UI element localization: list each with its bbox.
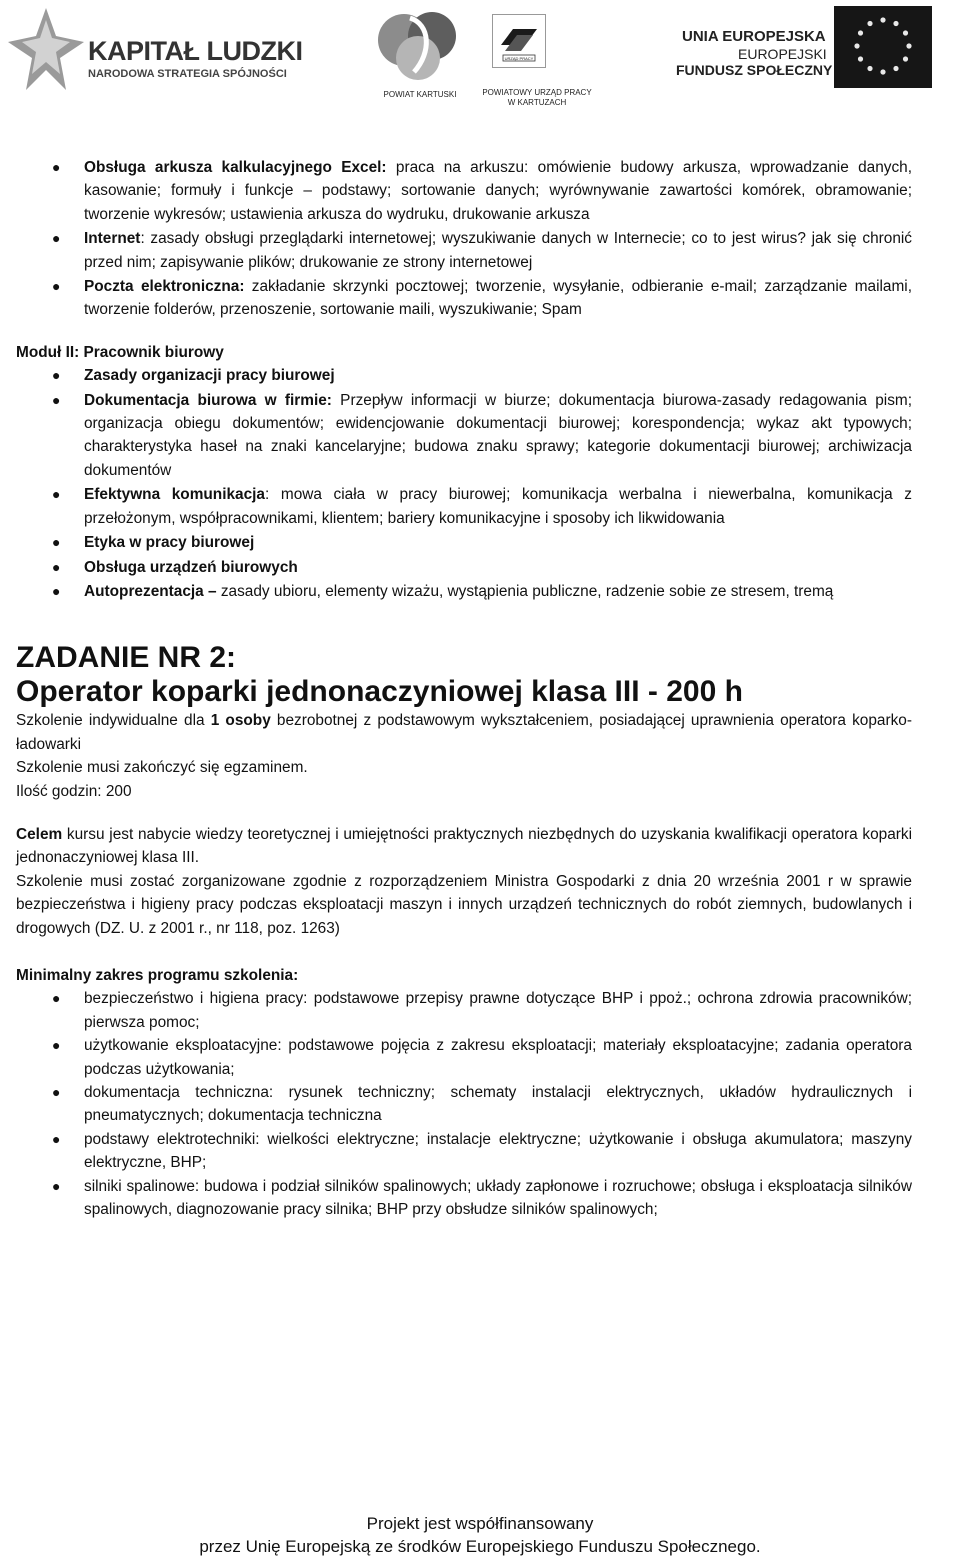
list-item: [16, 275, 912, 322]
item-text: praca na arkuszu: omówienie budowy arkusza, wprowadzanie danych, kasowanie; formuły i funkcje – podstawy; sortowanie danych; wyrównywanie zawartości komórek, obramowanie; tworzenie wykresów; ustawienia arkusza do wydruku, drukowanie arkusza: [84, 159, 912, 223]
item-text: : zasady obsługi przeglądarki internetowej; wyszukiwanie danych w Internecie; co to jest wirus? jak się chronić przed nim; zapisywanie plików; drukowanie ze strony internetowej: [84, 230, 912, 271]
list-item: [16, 1175, 912, 1222]
bullet-icon: ●: [52, 990, 61, 1007]
intro-text-a: Szkolenie indywidualne dla: [16, 712, 211, 730]
task-goal: [16, 823, 912, 870]
powiat-caption: POWIAT KARTUSKI: [383, 90, 457, 99]
program-heading: Minimalny zakres programu szkolenia:: [16, 966, 299, 984]
bullet-icon: ●: [52, 1177, 61, 1194]
eu-title: UNIA EUROPEJSKA: [682, 28, 826, 45]
list-item: [16, 227, 912, 274]
item-text: dokumentacja techniczna: rysunek techniczny; schematy instalacji elektrycznych, układów hydraulicznych i pneumatycznych; dokumentacja techniczna: [84, 1084, 912, 1125]
bullet-icon: ●: [52, 534, 61, 551]
item-text: silniki spalinowe: budowa i podział silników spalinowych; układy zapłonowe i rozruchowe; obsługa i eksploatacja silników spalinowych, diagnozowanie pracy silnika; BHP przy obsłudze silników spalinowych;: [84, 1177, 912, 1219]
page-header: [0, 0, 960, 118]
powiat-emblem-icon: [370, 6, 470, 88]
list-item: [16, 531, 912, 554]
list-item: [16, 1128, 912, 1175]
module2-list: [16, 364, 912, 603]
item-heading: Poczta elektroniczna:: [84, 278, 245, 296]
item-text: Przepływ informacji w biurze; dokumentacja biurowa-zasady redagowania pism; organizacja obiegu dokumentów; ewidencjowanie dokumentacji biurowej; korespondencja; wykaz akt typowych; charakterystyka haseł na znaki kancelaryjne; budowa znaku sprawy; kategorie dokumentacji biurowej; archiwizacja dokumentów: [84, 391, 912, 479]
bullet-icon: ●: [52, 1130, 61, 1147]
item-text: bezpieczeństwo i higiena pracy: podstawowe przepisy prawne dotyczące BHP i ppoż.; ochrona zdrowia pracowników; pierwsza pomoc;: [84, 990, 912, 1031]
eu-fund-line1: EUROPEJSKI: [738, 46, 827, 62]
item-text: użytkowanie eksploatacyjne: podstawowe pojęcia z zakresu eksploatacji; materiały eksploatacyjne; zadania operatora podczas użytkowania;: [84, 1037, 912, 1078]
pup-emblem: [492, 14, 546, 68]
pup-caption: POWIATOWY URZĄD PRACY W KARTUZACH: [482, 88, 592, 107]
eu-fund-line2: FUNDUSZ SPOŁECZNY: [676, 62, 833, 78]
bullet-icon: ●: [52, 558, 61, 575]
bullet-icon: ●: [52, 1037, 61, 1054]
eu-stars-icon: [834, 6, 932, 88]
bullet-icon: ●: [52, 391, 61, 408]
list-item: [16, 580, 912, 603]
module2-heading: Moduł II: Pracownik biurowy: [16, 343, 224, 361]
kapital-ludzki-subtitle: NARODOWA STRATEGIA SPÓJNOŚCI: [88, 68, 287, 80]
urzad-pracy-label: URZĄD PRACY: [504, 56, 534, 61]
intro-text-b: bezrobotnej z podstawowym wykształceniem, posiadającej uprawnienia operatora koparko-ładowarki: [16, 712, 912, 753]
intro-count: 1 osoby: [210, 712, 271, 730]
document-body: [16, 156, 912, 1221]
eu-flag: [834, 6, 932, 88]
bullet-icon: ●: [52, 278, 61, 295]
item-text: zakładanie skrzynki pocztowej; tworzenie, wysyłanie, odbieranie e-mail; zarządzanie mailami, tworzenie folderów, przenoszenie, sortowanie maili, wyszukiwanie; Spam: [84, 278, 912, 319]
item-heading: Internet: [84, 230, 141, 248]
item-text: : mowa ciała w pracy biurowej; komunikacja werbalna i niewerbalna, komunikacja z przełożonym, współpracownikami, klientem; bariery komunikacyjne i sposoby ich likwidowania: [84, 486, 912, 527]
list-item: [16, 1034, 912, 1081]
bullet-icon: ●: [52, 582, 61, 599]
task-title: ZADANIE NR 2:: [16, 641, 237, 675]
bullet-icon: ●: [52, 230, 61, 247]
powiat-kartuski-logo: [370, 6, 470, 106]
item-heading: Autoprezentacja –: [84, 582, 217, 600]
eu-logo: [656, 0, 940, 100]
list-item: [16, 556, 912, 579]
kapital-ludzki-logo: [6, 6, 306, 92]
excel-internet-list: [16, 156, 912, 322]
bullet-icon: ●: [52, 1084, 61, 1100]
item-heading: Zasady organizacji pracy biurowej: [84, 367, 335, 385]
item-heading: Obsługa urządzeń biurowych: [84, 558, 298, 576]
task-regulation: Szkolenie musi zostać zorganizowane zgodnie z rozporządzeniem Ministra Gospodarki z dnia 20 września 2001 r w sprawie bezpieczeństwa i higieny pracy podczas eksploatacji maszyn i innych urządzeń technicznych do robót ziemnych, budowlanych i drogowych (DZ. U. z 2001 r., nr 118, poz. 1263): [16, 872, 912, 937]
program-list: [16, 987, 912, 1221]
goal-label: Celem: [16, 825, 63, 843]
kapital-ludzki-title: KAPITAŁ LUDZKI: [88, 36, 303, 66]
footer-line-2: przez Unię Europejską ze środków Europejskiego Funduszu Społecznego.: [199, 1537, 761, 1556]
item-text: zasady ubioru, elementy wizażu, wystąpienia publiczne, radzenie sobie ze stresem, tremą: [216, 582, 834, 600]
list-item: [16, 389, 912, 483]
task-hours: Ilość godzin: 200: [16, 782, 132, 800]
list-item: [16, 364, 912, 387]
kapital-ludzki-star-icon: [6, 6, 86, 92]
item-heading: Etyka w pracy biurowej: [84, 534, 255, 552]
bullet-icon: ●: [52, 159, 61, 175]
item-heading: Dokumentacja biurowa w firmie:: [84, 391, 332, 409]
item-text: podstawy elektrotechniki: wielkości elektryczne; instalacje elektryczne; użytkowanie i obsługa akumulatora; maszyny elektryczne, BHP;: [84, 1130, 912, 1172]
bullet-icon: ●: [52, 367, 61, 384]
task-exam: Szkolenie musi zakończyć się egzaminem.: [16, 759, 308, 777]
goal-text: kursu jest nabycie wiedzy teoretycznej i umiejętności praktycznych niezbędnych do uzyskania kwalifikacji operatora koparki jednonaczyniowej klasa III.: [16, 825, 912, 867]
pup-kartuzy-logo: [482, 14, 592, 114]
page-footer: [0, 1512, 960, 1558]
task-subtitle: Operator koparki jednonaczyniowej klasa III - 200 h: [16, 675, 743, 709]
list-item: [16, 1081, 912, 1128]
list-item: [16, 156, 912, 226]
item-heading: Efektywna komunikacja: [84, 486, 265, 504]
item-heading: Obsługa arkusza kalkulacyjnego Excel:: [84, 159, 387, 176]
bullet-icon: ●: [52, 486, 61, 503]
task-intro: [16, 709, 912, 756]
list-item: [16, 483, 912, 530]
footer-line-1: Projekt jest współfinansowany: [366, 1514, 594, 1533]
list-item: [16, 987, 912, 1034]
